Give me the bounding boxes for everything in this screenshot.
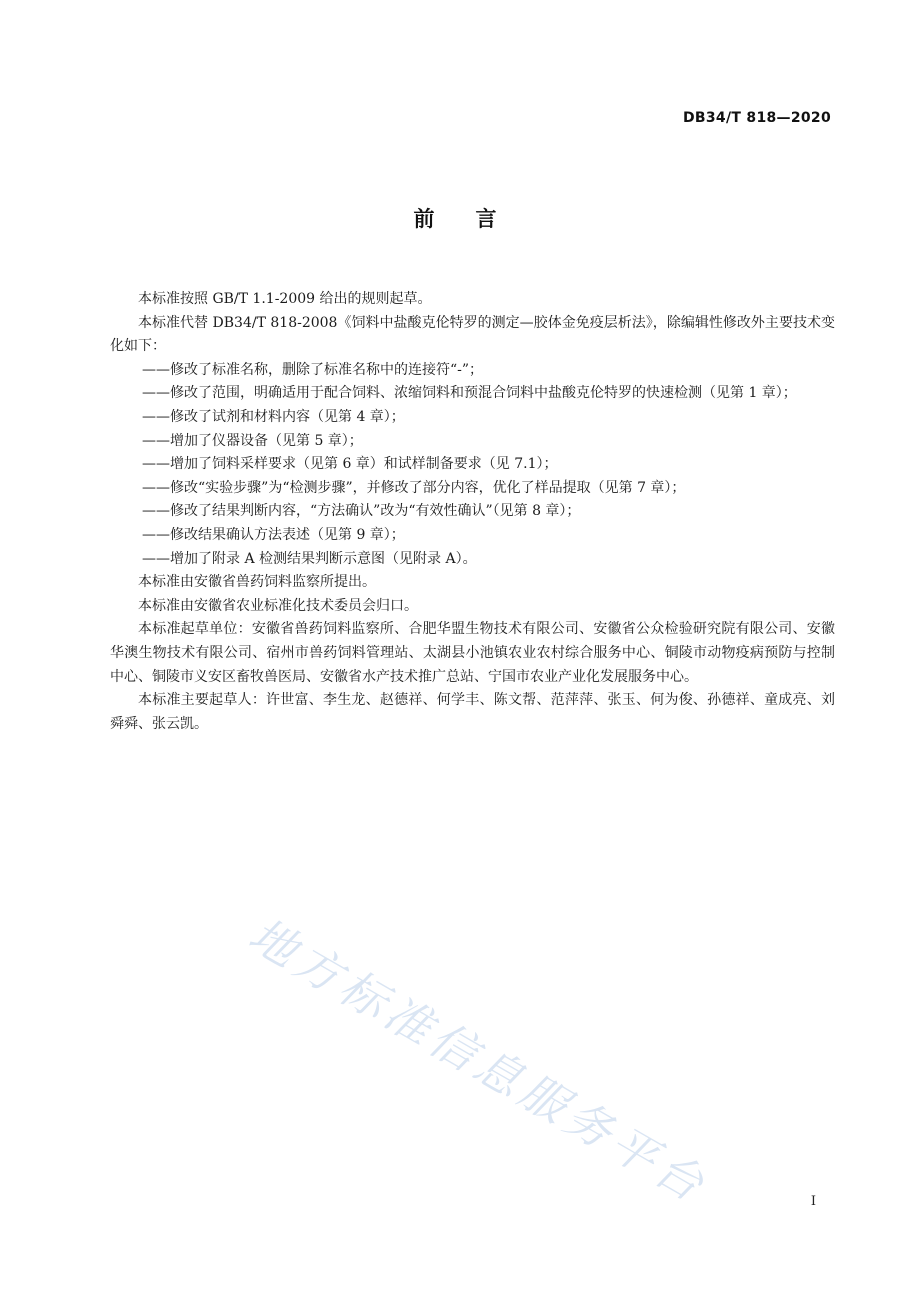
change-item: ——修改了范围，明确适用于配合饲料、浓缩饲料和预混合饲料中盐酸克伦特罗的快速检测（见第 1 章）； (142, 385, 797, 402)
change-item: ——修改了结果判断内容，“方法确认”改为“有效性确认”（见第 8 章）； (142, 503, 581, 520)
change-item: ——修改了试剂和材料内容（见第 4 章）； (142, 408, 405, 425)
document-code: DB34/T 818—2020 (683, 110, 831, 126)
foreword-body (110, 288, 835, 736)
change-item: ——修改了标准名称，删除了标准名称中的连接符“-”； (142, 361, 484, 378)
change-item: ——增加了仪器设备（见第 5 章）； (142, 432, 363, 449)
change-item: ——增加了饲料采样要求（见第 6 章）和试样制备要求（见 7.1）； (142, 456, 558, 473)
watermark: 地方标准信息服务平台 (240, 907, 718, 1214)
paragraph-replaces: 本标准代替 DB34/T 818-2008《饲料中盐酸克伦特罗的测定—胶体金免疫层析法》，除编辑性修改外主要技术变化如下： (110, 314, 835, 355)
paragraph-committee: 本标准由安徽省农业标准化技术委员会归口。 (138, 597, 418, 614)
change-item: ——增加了附录 A 检测结果判断示意图（见附录 A）。 (142, 550, 477, 567)
page-number: I (810, 1194, 816, 1209)
page-title: 前 言 (413, 207, 507, 231)
paragraph-drafters: 本标准主要起草人：许世富、李生龙、赵德祥、何学丰、陈文帮、范萍萍、张玉、何为俊、孙德祥、童成亮、刘舜舜、张云凯。 (110, 692, 835, 732)
change-item: ——修改结果确认方法表述（见第 9 章）； (142, 526, 405, 543)
change-item: ——修改“实验步骤”为“检测步骤”，并修改了部分内容，优化了样品提取（见第 7 章）； (142, 479, 686, 496)
paragraph-drafting-rules: 本标准按照 GB/T 1.1-2009 给出的规则起草。 (138, 291, 432, 307)
paragraph-proposer: 本标准由安徽省兽药饲料监察所提出。 (138, 574, 376, 591)
paragraph-drafting-units: 本标准起草单位：安徽省兽药饲料监察所、合肥华盟生物技术有限公司、安徽省公众检验研究院有限公司、安徽华澳生物技术有限公司、宿州市兽药饲料管理站、太湖县小池镇农业农村综合服务中心、铜陵市动物疫病预防与控制中心、铜陵市义安区畜牧兽医局、安徽省水产技术推广总站、宁国市农业产业化发展服务中心。 (110, 621, 835, 685)
